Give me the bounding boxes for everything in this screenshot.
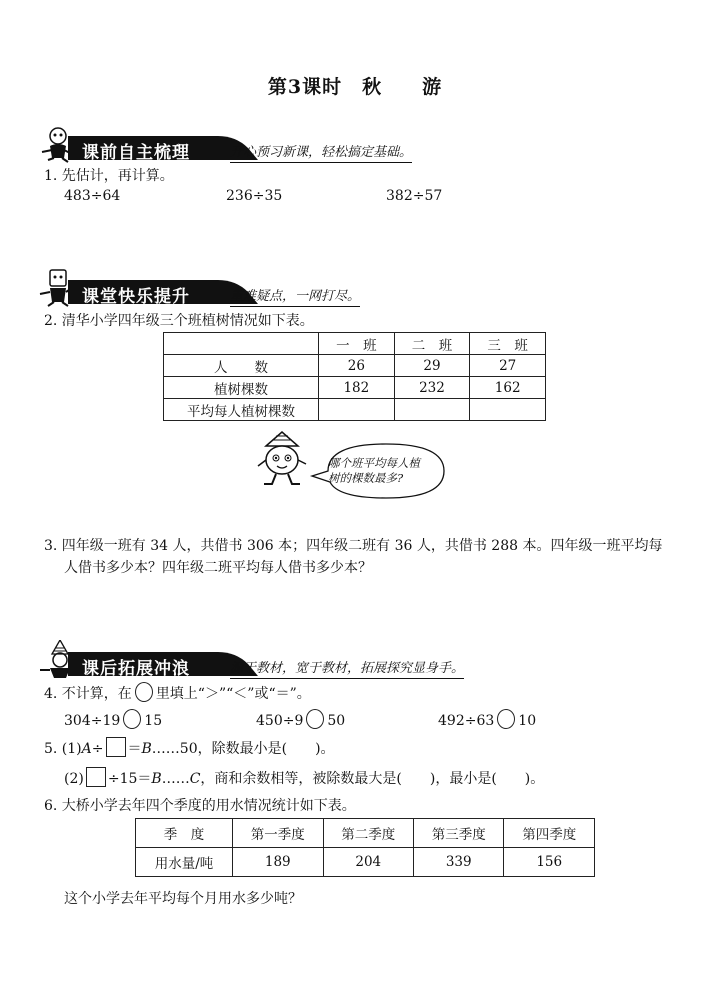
answer-circle[interactable]: [123, 709, 141, 729]
table-cell: 平均每人植树棵数: [164, 399, 319, 421]
table-cell: 人 数: [164, 355, 319, 377]
table-cell: 三 班: [470, 333, 546, 355]
table-row: [136, 848, 595, 877]
question-5-part-2: [64, 767, 544, 788]
question-5-part-1: [44, 737, 335, 758]
q4-left: 450÷9: [256, 713, 304, 729]
table-cell: 27: [470, 355, 546, 377]
question-2: 2. 清华小学四年级三个班植树情况如下表。: [44, 313, 314, 329]
tree-planting-table: [163, 332, 546, 421]
question-1: 1. 先估计，再计算。: [44, 168, 174, 184]
table-header-row: [136, 819, 595, 848]
answer-circle[interactable]: [497, 709, 515, 729]
answer-box[interactable]: [86, 767, 106, 787]
q1-item-2: 236÷35: [226, 188, 283, 204]
table-cell: 339: [414, 848, 504, 877]
table-row: [164, 399, 546, 421]
table-row: [164, 355, 546, 377]
q5-op: ÷15＝: [107, 771, 152, 787]
table-cell: 204: [323, 848, 413, 877]
section-label: 课堂快乐提升: [82, 287, 190, 307]
q4-right: 50: [327, 713, 346, 729]
section-header-preview: [38, 124, 678, 164]
q5-var: B: [151, 771, 162, 787]
q1-item-1: 483÷64: [64, 188, 121, 204]
q5-op: ……: [161, 771, 190, 787]
table-cell: 第三季度: [414, 819, 504, 848]
q5-op: ＝: [127, 741, 142, 757]
section-label: 课后拓展冲浪: [82, 659, 190, 679]
question-3-line-2: 人借书多少本？四年级二班平均每人借书多少本？: [64, 560, 372, 576]
q5-text: ，商和余数相等，被除数最大是( )，最小是( )。: [200, 771, 545, 787]
table-cell: 用水量/吨: [136, 848, 233, 877]
q4-suffix: 里填上“＞”“＜”或“＝”。: [155, 686, 311, 702]
answer-cell[interactable]: [470, 399, 546, 421]
q1-item-3: 382÷57: [386, 188, 443, 204]
table-cell: 二 班: [394, 333, 470, 355]
table-cell: 季 度: [136, 819, 233, 848]
q5-text: ……50，除数最小是( )。: [151, 741, 335, 757]
q4-prefix: 4. 不计算，在: [44, 686, 132, 702]
table-cell: 第四季度: [504, 819, 595, 848]
q5-op: ÷: [91, 741, 104, 757]
table-cell: 植树棵数: [164, 377, 319, 399]
q5-label: 5. (1): [44, 741, 82, 757]
table-cell: 162: [470, 377, 546, 399]
section-header-extension: [38, 640, 678, 680]
bubble-line: 哪个班平均每人植: [328, 456, 420, 470]
table-cell: 29: [394, 355, 470, 377]
section-tagline: 重难疑点，一网打尽。: [230, 285, 360, 307]
q4-right: 15: [144, 713, 163, 729]
page-title: 第3课时 秋 游: [267, 76, 443, 98]
table-cell: 第一季度: [233, 819, 323, 848]
circle-symbol: [135, 682, 153, 702]
section-tagline: 开心预习新课，轻松搞定基础。: [230, 141, 412, 163]
section-tagline: 源于教材，宽于教材，拓展探究显身手。: [230, 657, 464, 679]
answer-circle[interactable]: [306, 709, 324, 729]
question-6: 6. 大桥小学去年四个季度的用水情况统计如下表。: [44, 798, 356, 814]
water-usage-table: [135, 818, 595, 877]
cartoon-character-icon: [252, 430, 312, 490]
section-label: 课前自主梳理: [82, 143, 190, 163]
table-cell: 232: [394, 377, 470, 399]
question-4: [44, 682, 311, 703]
q5-var: C: [189, 771, 201, 787]
q4-item-3: [438, 709, 536, 729]
q5-label: (2): [64, 771, 84, 787]
q5-var: B: [141, 741, 152, 757]
q5-var: A: [81, 741, 92, 757]
table-cell: 第二季度: [323, 819, 413, 848]
q4-right: 10: [518, 713, 537, 729]
table-cell: 156: [504, 848, 595, 877]
section-header-classroom: [38, 268, 678, 308]
bubble-line: 树的棵数最多?: [328, 471, 404, 485]
answer-cell[interactable]: [319, 399, 395, 421]
table-cell: 26: [319, 355, 395, 377]
table-row: [164, 377, 546, 399]
table-cell: 一 班: [319, 333, 395, 355]
speech-bubble-text: [328, 456, 420, 486]
table-cell: [164, 333, 319, 355]
answer-box[interactable]: [106, 737, 126, 757]
question-6-prompt: 这个小学去年平均每个月用水多少吨？: [64, 891, 302, 907]
table-header-row: [164, 333, 546, 355]
q4-item-1: [64, 709, 162, 729]
table-cell: 182: [319, 377, 395, 399]
q4-left: 492÷63: [438, 713, 495, 729]
table-cell: 189: [233, 848, 323, 877]
q4-item-2: [256, 709, 345, 729]
answer-cell[interactable]: [394, 399, 470, 421]
q4-left: 304÷19: [64, 713, 121, 729]
question-3-line-1: 3. 四年级一班有 34 人，共借书 306 本；四年级二班有 36 人，共借书 288 本。四年级一班平均每: [44, 538, 663, 554]
